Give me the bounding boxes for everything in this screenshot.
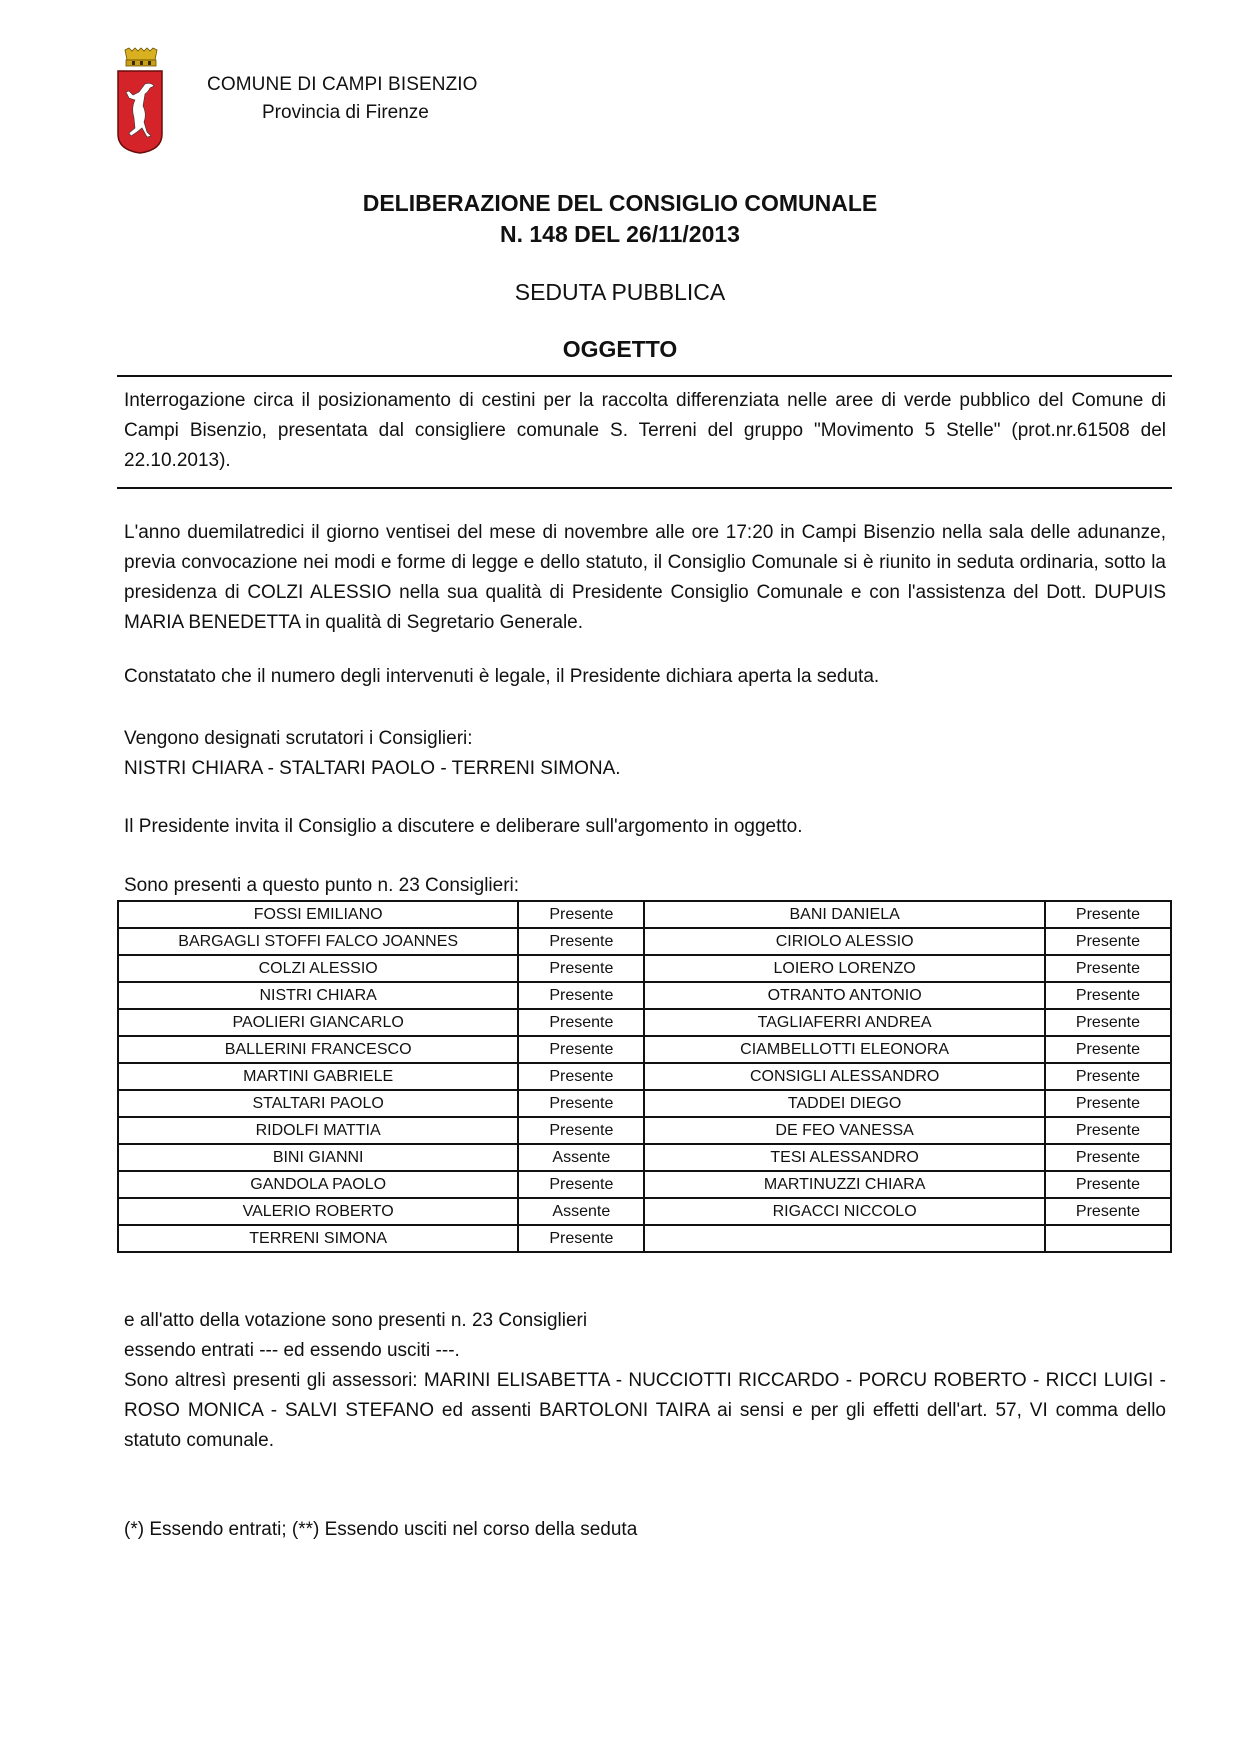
councillor-name xyxy=(644,1225,1045,1252)
councillor-name: TERRENI SIMONA xyxy=(118,1225,518,1252)
councillor-name: COLZI ALESSIO xyxy=(118,955,518,982)
attendance-status: Assente xyxy=(518,1198,644,1225)
deliberation-number: N. 148 DEL 26/11/2013 xyxy=(500,221,740,247)
attendance-status: Presente xyxy=(1045,928,1171,955)
councillor-name: CONSIGLI ALESSANDRO xyxy=(644,1063,1045,1090)
attendance-status: Presente xyxy=(518,928,644,955)
councillor-name: MARTINUZZI CHIARA xyxy=(644,1171,1045,1198)
table-row xyxy=(118,1036,1171,1063)
crown-icon xyxy=(123,46,159,68)
entered-exited: essendo entrati --- ed essendo usciti ---. xyxy=(124,1340,460,1361)
provincia-name: Provincia di Firenze xyxy=(262,102,429,123)
councillor-name: CIRIOLO ALESSIO xyxy=(644,928,1045,955)
divider xyxy=(117,487,1172,489)
councillor-name: NISTRI CHIARA xyxy=(118,982,518,1009)
footnote: (*) Essendo entrati; (**) Essendo usciti nel corso della seduta xyxy=(124,1519,638,1540)
attendance-status: Presente xyxy=(1045,1090,1171,1117)
present-count-label: Sono presenti a questo punto n. 23 Consiglieri: xyxy=(124,875,520,896)
attendance-status: Presente xyxy=(518,982,644,1009)
attendance-status: Presente xyxy=(1045,1117,1171,1144)
councillor-name: TADDEI DIEGO xyxy=(644,1090,1045,1117)
councillor-name: FOSSI EMILIANO xyxy=(118,901,518,928)
oggetto-text: Interrogazione circa il posizionamento di cestini per la raccolta differenziata nelle aree di verde pubblico del Comune di Campi Bisenzio, presentata dal consigliere comunale S. Terreni del gruppo "Movimento 5 Stelle" (prot.nr.61508 del 22.10.2013). xyxy=(124,390,1166,471)
deliberation-title: DELIBERAZIONE DEL CONSIGLIO COMUNALE xyxy=(362,190,878,216)
attendance-status: Presente xyxy=(1045,901,1171,928)
table-row xyxy=(118,1117,1171,1144)
councillor-name: GANDOLA PAOLO xyxy=(118,1171,518,1198)
attendance-table xyxy=(117,900,1172,1253)
table-row xyxy=(118,928,1171,955)
table-row xyxy=(118,955,1171,982)
councillor-name: MARTINI GABRIELE xyxy=(118,1063,518,1090)
councillor-name: PAOLIERI GIANCARLO xyxy=(118,1009,518,1036)
divider xyxy=(117,375,1172,377)
councillor-name: CIAMBELLOTTI ELEONORA xyxy=(644,1036,1045,1063)
councillor-name: TESI ALESSANDRO xyxy=(644,1144,1045,1171)
attendance-status: Presente xyxy=(518,955,644,982)
table-row xyxy=(118,1063,1171,1090)
comune-name: COMUNE DI CAMPI BISENZIO xyxy=(207,74,478,95)
assessori-text: Sono altresì presenti gli assessori: MARINI ELISABETTA - NUCCIOTTI RICCARDO - PORCU ROBERTO - RICCI LUIGI - ROSO MONICA - SALVI STEFANO ed assenti BARTOLONI TAIRA ai sensi e per gli effetti dell'art. 57, VI comma dello statuto comunale. xyxy=(124,1370,1166,1451)
table-row xyxy=(118,982,1171,1009)
attendance-status: Presente xyxy=(518,1117,644,1144)
table-row xyxy=(118,1225,1171,1252)
invita-paragraph: Il Presidente invita il Consiglio a discutere e deliberare sull'argomento in oggetto. xyxy=(124,816,803,837)
scrutatori-names: NISTRI CHIARA - STALTARI PAOLO - TERRENI SIMONA. xyxy=(124,758,621,779)
attendance-status: Presente xyxy=(518,1090,644,1117)
attendance-status: Presente xyxy=(1045,1198,1171,1225)
coat-of-arms-icon xyxy=(117,46,163,156)
attendance-status: Presente xyxy=(1045,1036,1171,1063)
table-row xyxy=(118,1144,1171,1171)
attendance-status: Presente xyxy=(518,1063,644,1090)
councillor-name: BALLERINI FRANCESCO xyxy=(118,1036,518,1063)
attendance-status xyxy=(1045,1225,1171,1252)
councillor-name: OTRANTO ANTONIO xyxy=(644,982,1045,1009)
councillor-name: BARGAGLI STOFFI FALCO JOANNES xyxy=(118,928,518,955)
shield-icon xyxy=(117,70,163,154)
attendance-status: Presente xyxy=(1045,1063,1171,1090)
councillor-name: LOIERO LORENZO xyxy=(644,955,1045,982)
oggetto-heading: OGGETTO xyxy=(562,336,678,362)
scrutatori-paragraph xyxy=(124,724,1166,784)
attendance-status: Presente xyxy=(518,1036,644,1063)
table-row xyxy=(118,1009,1171,1036)
councillor-name: TAGLIAFERRI ANDREA xyxy=(644,1009,1045,1036)
councillor-name: DE FEO VANESSA xyxy=(644,1117,1045,1144)
attendance-status: Assente xyxy=(518,1144,644,1171)
councillor-name: BINI GIANNI xyxy=(118,1144,518,1171)
attendance-status: Presente xyxy=(518,1009,644,1036)
councillor-name: RIGACCI NICCOLO xyxy=(644,1198,1045,1225)
session-type: SEDUTA PUBBLICA xyxy=(514,279,726,305)
councillor-name: STALTARI PAOLO xyxy=(118,1090,518,1117)
quorum-paragraph: Constatato che il numero degli intervenuti è legale, il Presidente dichiara aperta la seduta. xyxy=(124,666,880,687)
session-paragraph: L'anno duemilatredici il giorno ventisei del mese di novembre alle ore 17:20 in Campi Bisenzio nella sala delle adunanze, previa convocazione nei modi e forme di legge e dello statuto, il Consiglio Comunale si è riunito in seduta ordinaria, sotto la presidenza di COLZI ALESSIO nella sua qualità di Presidente Consiglio Comunale e con l'assistenza del Dott. DUPUIS MARIA BENEDETTA in qualità di Segretario Generale. xyxy=(124,522,1166,633)
attendance-status: Presente xyxy=(518,1225,644,1252)
councillor-name: BANI DANIELA xyxy=(644,901,1045,928)
attendance-status: Presente xyxy=(1045,1009,1171,1036)
scrutatori-label: Vengono designati scrutatori i Consiglieri: xyxy=(124,728,473,749)
councillor-name: VALERIO ROBERTO xyxy=(118,1198,518,1225)
attendance-status: Presente xyxy=(1045,982,1171,1009)
table-row xyxy=(118,1171,1171,1198)
table-row xyxy=(118,1090,1171,1117)
attendance-status: Presente xyxy=(518,1171,644,1198)
councillor-name: RIDOLFI MATTIA xyxy=(118,1117,518,1144)
attendance-status: Presente xyxy=(1045,1144,1171,1171)
vote-paragraph xyxy=(124,1306,1166,1456)
attendance-status: Presente xyxy=(1045,955,1171,982)
table-row xyxy=(118,901,1171,928)
table-row xyxy=(118,1198,1171,1225)
attendance-status: Presente xyxy=(518,901,644,928)
attendance-status: Presente xyxy=(1045,1171,1171,1198)
vote-count: e all'atto della votazione sono presenti n. 23 Consiglieri xyxy=(124,1310,588,1331)
